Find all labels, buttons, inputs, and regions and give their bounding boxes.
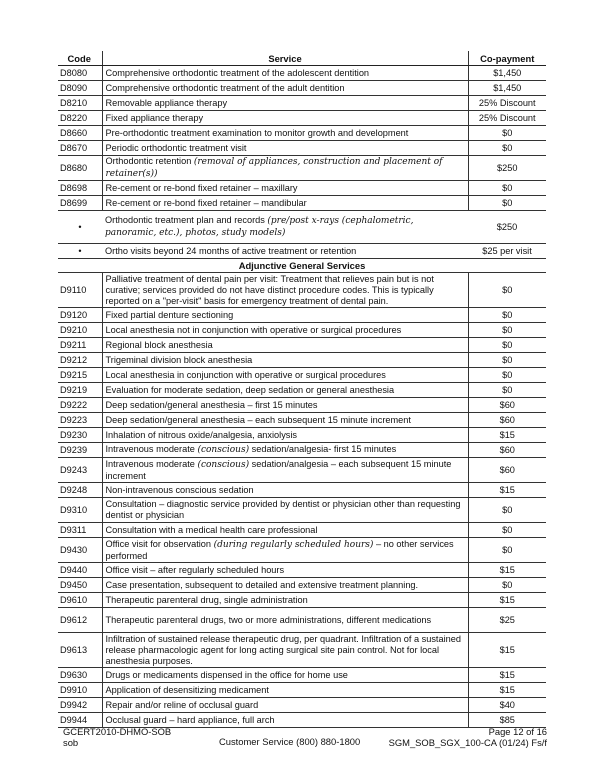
service-text-after: sedation/analgesia – each subsequent 15 minute increment (105, 458, 452, 481)
service-cell: Comprehensive orthodontic treatment of the adult dentition (102, 81, 468, 96)
table-row (58, 96, 546, 111)
service-note-italic: (conscious) (197, 459, 250, 470)
copayment-value: $0 (468, 273, 546, 308)
footer-customer-service: Customer Service (800) 880-1800 (219, 736, 361, 747)
procedure-code: D8220 (58, 111, 102, 126)
copayment-value: $0 (468, 141, 546, 156)
service-cell: Fixed partial denture sectioning (102, 308, 468, 323)
bullet-icon: • (58, 211, 102, 244)
service-cell: Comprehensive orthodontic treatment of the adolescent dentition (102, 66, 468, 81)
table-row (58, 483, 546, 498)
procedure-code: D9215 (58, 368, 102, 383)
copayment-value: $0 (468, 181, 546, 196)
table-row (58, 633, 546, 668)
service-cell: Drugs or medicaments dispensed in the office for home use (102, 668, 468, 683)
procedure-code: D9910 (58, 683, 102, 698)
procedure-code: D9211 (58, 338, 102, 353)
header-copayment: Co-payment (468, 51, 546, 66)
copayment-value: $15 (468, 683, 546, 698)
procedure-code: D9630 (58, 668, 102, 683)
table-row (58, 458, 546, 483)
copayment-value: 25% Discount (468, 96, 546, 111)
procedure-code: D9110 (58, 273, 102, 308)
table-row (58, 668, 546, 683)
procedure-code: D8680 (58, 156, 102, 181)
service-cell: Deep sedation/general anesthesia – first 15 minutes (102, 398, 468, 413)
service-cell: Re-cement or re-bond fixed retainer – maxillary (102, 181, 468, 196)
copayment-value: $15 (468, 483, 546, 498)
service-text: Office visit for observation (105, 538, 214, 549)
table-row (58, 323, 546, 338)
service-cell (102, 156, 468, 181)
procedure-code: D9430 (58, 538, 102, 563)
service-cell: Periodic orthodontic treatment visit (102, 141, 468, 156)
service-cell: Infiltration of sustained release therapeutic drug, per quadrant. Infiltration of a sustained release pharmacologic agent for long acting surgical site pain control. Not for local anesthesia purposes. (102, 633, 468, 668)
service-cell (102, 538, 468, 563)
copayment-value: $25 (468, 608, 546, 633)
table-header-row (58, 51, 546, 66)
copayment-value: $0 (468, 353, 546, 368)
copayment-value: 25% Discount (468, 111, 546, 126)
table-body (58, 66, 546, 728)
service-note-italic: (pre/post x-rays (cephalometric, panoramic, etc.), photos, study models) (105, 216, 414, 238)
table-row (58, 81, 546, 96)
table-row (58, 428, 546, 443)
copayment-value: $0 (468, 538, 546, 563)
copayment-value: $60 (468, 398, 546, 413)
procedure-code: D8090 (58, 81, 102, 96)
section-title: Adjunctive General Services (58, 259, 546, 273)
copayment-value: $0 (468, 126, 546, 141)
service-cell: Ortho visits beyond 24 months of active treatment or retention (102, 244, 468, 259)
table-row (58, 498, 546, 523)
procedure-code: D9612 (58, 608, 102, 633)
copayment-value: $40 (468, 698, 546, 713)
procedure-code: D9120 (58, 308, 102, 323)
copayment-value: $1,450 (468, 66, 546, 81)
table-row (58, 308, 546, 323)
section-header-row (58, 259, 546, 273)
copayment-value: $0 (468, 383, 546, 398)
procedure-code: D9243 (58, 458, 102, 483)
copayment-value: $85 (468, 713, 546, 728)
copayment-value: $60 (468, 443, 546, 458)
table-row (58, 698, 546, 713)
copayment-table (58, 51, 546, 728)
service-cell: Palliative treatment of dental pain per visit: Treatment that relieves pain but is not curative; services provided do not have distinct procedure codes. This is typically reported on a "per-visit" basis for emergency treatment of dental pain. (102, 273, 468, 308)
copayment-value: $15 (468, 428, 546, 443)
service-cell: Local anesthesia in conjunction with operative or surgical procedures (102, 368, 468, 383)
procedure-code: D8670 (58, 141, 102, 156)
table-row (58, 563, 546, 578)
copayment-value: $60 (468, 458, 546, 483)
service-cell: Therapeutic parenteral drugs, two or more administrations, different medications (102, 608, 468, 633)
copayment-value: $0 (468, 523, 546, 538)
table-row (58, 608, 546, 633)
footer-left (63, 726, 171, 748)
procedure-code: D9210 (58, 323, 102, 338)
copayment-value: $0 (468, 196, 546, 211)
procedure-code: D9310 (58, 498, 102, 523)
table-row (58, 66, 546, 81)
copayment-value: $250 (468, 156, 546, 181)
table-row (58, 683, 546, 698)
document-page (58, 51, 546, 728)
service-cell: Deep sedation/general anesthesia – each subsequent 15 minute increment (102, 413, 468, 428)
service-note-italic: (conscious) (197, 445, 250, 455)
table-row (58, 578, 546, 593)
copayment-value: $1,450 (468, 81, 546, 96)
procedure-code: D9440 (58, 563, 102, 578)
footer-page-number: Page 12 of 16 (488, 726, 547, 737)
table-row (58, 156, 546, 181)
copayment-value: $0 (468, 368, 546, 383)
table-row (58, 111, 546, 126)
copayment-value: $0 (468, 578, 546, 593)
table-row (58, 196, 546, 211)
footer-doc-sub: sob (63, 737, 79, 748)
header-code: Code (58, 51, 102, 66)
service-cell: Case presentation, subsequent to detailed and extensive treatment planning. (102, 578, 468, 593)
table-row (58, 398, 546, 413)
footer-form-id: SGM_SOB_SGX_100-CA (01/24) Fs/f (388, 737, 547, 748)
table-row (58, 538, 546, 563)
footer-right (389, 726, 547, 748)
service-cell: Fixed appliance therapy (102, 111, 468, 126)
service-cell: Consultation with a medical health care professional (102, 523, 468, 538)
procedure-code: D8698 (58, 181, 102, 196)
procedure-code: D8210 (58, 96, 102, 111)
service-text: Intravenous moderate (105, 458, 198, 469)
service-cell: Repair and/or reline of occlusal guard (102, 698, 468, 713)
service-cell: Inhalation of nitrous oxide/analgesia, anxiolysis (102, 428, 468, 443)
copayment-value: $0 (468, 338, 546, 353)
copayment-value: $60 (468, 413, 546, 428)
footer-doc-id: GCERT2010-DHMO-SOB (63, 726, 172, 737)
procedure-code: D8699 (58, 196, 102, 211)
copayment-value: $15 (468, 593, 546, 608)
service-cell: Regional block anesthesia (102, 338, 468, 353)
copayment-value: $25 per visit (468, 244, 546, 259)
table-row (58, 383, 546, 398)
service-cell: Application of desensitizing medicament (102, 683, 468, 698)
service-cell: Evaluation for moderate sedation, deep sedation or general anesthesia (102, 383, 468, 398)
procedure-code: D9311 (58, 523, 102, 538)
table-row (58, 413, 546, 428)
service-note-italic: (during regularly scheduled hours) (213, 539, 374, 550)
table-row (58, 181, 546, 196)
service-cell: Therapeutic parenteral drug, single administration (102, 593, 468, 608)
service-cell: Local anesthesia not in conjunction with operative or surgical procedures (102, 323, 468, 338)
service-cell: Consultation – diagnostic service provided by dentist or physician other than requesting dentist or physician (102, 498, 468, 523)
service-cell: Trigeminal division block anesthesia (102, 353, 468, 368)
procedure-code: D9248 (58, 483, 102, 498)
service-cell: Pre-orthodontic treatment examination to monitor growth and development (102, 126, 468, 141)
procedure-code: D9450 (58, 578, 102, 593)
procedure-code: D9239 (58, 443, 102, 458)
procedure-code: D9219 (58, 383, 102, 398)
copayment-value: $15 (468, 633, 546, 668)
procedure-code: D9944 (58, 713, 102, 728)
copayment-value: $250 (468, 211, 546, 244)
service-cell: Re-cement or re-bond fixed retainer – mandibular (102, 196, 468, 211)
service-cell (102, 443, 468, 458)
bullet-row (58, 211, 546, 244)
procedure-code: D9223 (58, 413, 102, 428)
table-row (58, 523, 546, 538)
service-text-after: sedation/analgesia- first 15 minutes (249, 444, 397, 454)
service-text-after: – no other services performed (105, 538, 454, 561)
copayment-value: $15 (468, 563, 546, 578)
procedure-code: D9610 (58, 593, 102, 608)
table-row (58, 353, 546, 368)
copayment-value: $15 (468, 668, 546, 683)
procedure-code: D9212 (58, 353, 102, 368)
procedure-code: D9230 (58, 428, 102, 443)
copayment-value: $0 (468, 308, 546, 323)
procedure-code: D9222 (58, 398, 102, 413)
header-service: Service (102, 51, 468, 66)
service-cell (102, 211, 468, 244)
table-row (58, 368, 546, 383)
service-text: Intravenous moderate (105, 444, 198, 454)
service-cell: Non-intravenous conscious sedation (102, 483, 468, 498)
service-cell: Occlusal guard – hard appliance, full arch (102, 713, 468, 728)
table-row (58, 593, 546, 608)
service-cell: Office visit – after regularly scheduled hours (102, 563, 468, 578)
copayment-value: $0 (468, 323, 546, 338)
bullet-row (58, 244, 546, 259)
service-cell: Removable appliance therapy (102, 96, 468, 111)
service-note-italic: (removal of appliances, construction and placement of retainer(s)) (105, 157, 443, 179)
table-row (58, 273, 546, 308)
table-row (58, 126, 546, 141)
bullet-icon: • (58, 244, 102, 259)
service-cell (102, 458, 468, 483)
procedure-code: D9942 (58, 698, 102, 713)
procedure-code: D9613 (58, 633, 102, 668)
copayment-value: $0 (468, 498, 546, 523)
procedure-code: D8660 (58, 126, 102, 141)
table-row (58, 338, 546, 353)
table-row (58, 141, 546, 156)
service-text: Orthodontic retention (105, 156, 194, 166)
procedure-code: D8080 (58, 66, 102, 81)
table-row (58, 443, 546, 458)
service-text: Orthodontic treatment plan and records (105, 215, 268, 225)
